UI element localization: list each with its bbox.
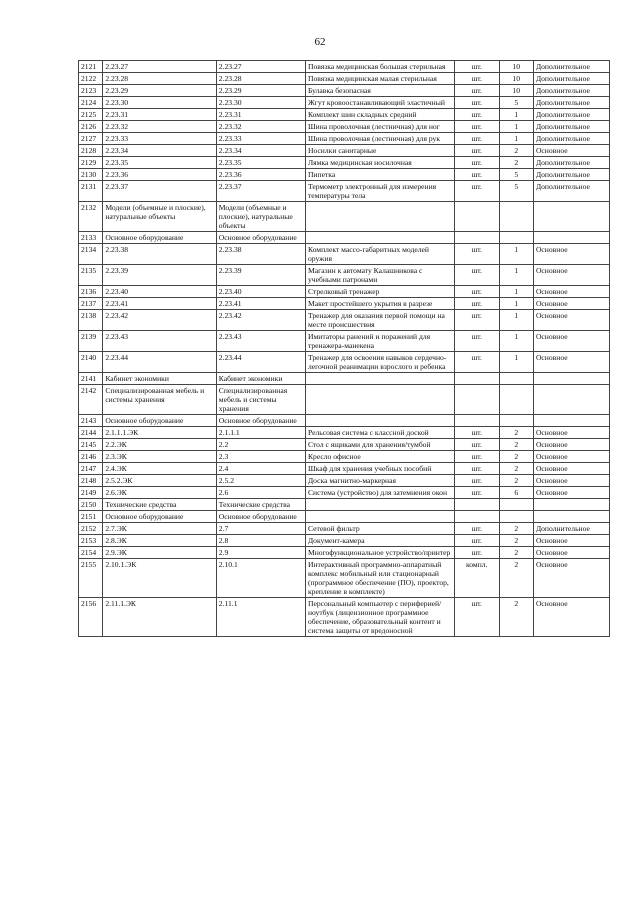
- quantity-cell: 10: [499, 85, 533, 97]
- quantity-cell: 1: [499, 352, 533, 373]
- unit-cell: шт.: [454, 109, 499, 121]
- item-name-cell: Повязка медицинская большая стерильная: [305, 61, 454, 73]
- item-name-cell: [305, 511, 454, 523]
- quantity-cell: 1: [499, 310, 533, 331]
- equipment-type-cell: Дополнительное: [533, 85, 609, 97]
- item-name-cell: Кресло офисное: [305, 451, 454, 463]
- table-row: [79, 463, 610, 475]
- base-code-cell: 2.23.30: [216, 97, 305, 109]
- code-cell: Кабинет экономики: [103, 373, 216, 385]
- base-code-cell: Специализированная мебель и системы хранения: [216, 385, 305, 415]
- base-code-cell: 2.23.31: [216, 109, 305, 121]
- equipment-type-cell: Основное: [533, 535, 609, 547]
- item-name-cell: Сетевой фильтр: [305, 523, 454, 535]
- unit-cell: компл.: [454, 559, 499, 598]
- row-number-cell: 2141: [79, 373, 103, 385]
- table-row: [79, 547, 610, 559]
- code-cell: 2.23.41: [103, 298, 216, 310]
- base-code-cell: Основное оборудование: [216, 511, 305, 523]
- equipment-type-cell: Основное: [533, 487, 609, 499]
- unit-cell: шт.: [454, 73, 499, 85]
- table-row: [79, 298, 610, 310]
- item-name-cell: Рельсовая система с классной доской: [305, 427, 454, 439]
- row-number-cell: 2137: [79, 298, 103, 310]
- code-cell: 2.23.43: [103, 331, 216, 352]
- unit-cell: шт.: [454, 157, 499, 169]
- row-number-cell: 2155: [79, 559, 103, 598]
- item-name-cell: Тренажер для оказания первой помощи на месте происшествия: [305, 310, 454, 331]
- base-code-cell: 2.23.35: [216, 157, 305, 169]
- item-name-cell: Макет простейшего укрытия в разрезе: [305, 298, 454, 310]
- item-name-cell: Персональный компьютер с периферией/ноутбук (лицензионное программное обеспечение, образовательный контент и система защиты от вредоносной: [305, 598, 454, 637]
- table-row: [79, 310, 610, 331]
- table-row: [79, 232, 610, 244]
- base-code-cell: 2.23.32: [216, 121, 305, 133]
- code-cell: 2.10.1.ЭК: [103, 559, 216, 598]
- quantity-cell: 1: [499, 109, 533, 121]
- quantity-cell: 10: [499, 73, 533, 85]
- equipment-type-cell: Основное: [533, 265, 609, 286]
- code-cell: 2.23.44: [103, 352, 216, 373]
- base-code-cell: 2.23.28: [216, 73, 305, 85]
- unit-cell: шт.: [454, 61, 499, 73]
- quantity-cell: 6: [499, 487, 533, 499]
- unit-cell: шт.: [454, 427, 499, 439]
- base-code-cell: 2.23.29: [216, 85, 305, 97]
- table-row: [79, 109, 610, 121]
- row-number-cell: 2134: [79, 244, 103, 265]
- code-cell: Основное оборудование: [103, 511, 216, 523]
- item-name-cell: [305, 232, 454, 244]
- quantity-cell: [499, 415, 533, 427]
- unit-cell: шт.: [454, 523, 499, 535]
- base-code-cell: 2.5.2: [216, 475, 305, 487]
- base-code-cell: 2.23.37: [216, 181, 305, 202]
- row-number-cell: 2144: [79, 427, 103, 439]
- unit-cell: шт.: [454, 475, 499, 487]
- table-row: [79, 202, 610, 232]
- quantity-cell: 10: [499, 61, 533, 73]
- table-row: [79, 181, 610, 202]
- unit-cell: шт.: [454, 298, 499, 310]
- equipment-type-cell: Дополнительное: [533, 169, 609, 181]
- equipment-type-cell: Основное: [533, 310, 609, 331]
- unit-cell: шт.: [454, 439, 499, 451]
- code-cell: 2.23.40: [103, 286, 216, 298]
- unit-cell: шт.: [454, 535, 499, 547]
- quantity-cell: 1: [499, 244, 533, 265]
- item-name-cell: [305, 499, 454, 511]
- base-code-cell: 2.23.43: [216, 331, 305, 352]
- code-cell: 2.5.2.ЭК: [103, 475, 216, 487]
- table-row: [79, 244, 610, 265]
- row-number-cell: 2151: [79, 511, 103, 523]
- row-number-cell: 2135: [79, 265, 103, 286]
- table-row: [79, 169, 610, 181]
- base-code-cell: 2.23.36: [216, 169, 305, 181]
- unit-cell: шт.: [454, 145, 499, 157]
- table-row: [79, 487, 610, 499]
- row-number-cell: 2136: [79, 286, 103, 298]
- item-name-cell: Шкаф для хранения учебных пособий: [305, 463, 454, 475]
- equipment-type-cell: [533, 499, 609, 511]
- table-row: [79, 121, 610, 133]
- code-cell: 2.23.38: [103, 244, 216, 265]
- equipment-type-cell: Основное: [533, 475, 609, 487]
- base-code-cell: 2.10.1: [216, 559, 305, 598]
- equipment-type-cell: Основное: [533, 547, 609, 559]
- equipment-type-cell: Дополнительное: [533, 133, 609, 145]
- base-code-cell: 2.23.40: [216, 286, 305, 298]
- row-number-cell: 2128: [79, 145, 103, 157]
- row-number-cell: 2125: [79, 109, 103, 121]
- quantity-cell: 5: [499, 97, 533, 109]
- item-name-cell: Многофункциональное устройство/принтер: [305, 547, 454, 559]
- table-row: [79, 559, 610, 598]
- row-number-cell: 2131: [79, 181, 103, 202]
- equipment-table: [78, 60, 610, 637]
- unit-cell: шт.: [454, 463, 499, 475]
- code-cell: 2.8.ЭК: [103, 535, 216, 547]
- table-row: [79, 352, 610, 373]
- code-cell: 2.23.31: [103, 109, 216, 121]
- row-number-cell: 2142: [79, 385, 103, 415]
- table-row: [79, 145, 610, 157]
- code-cell: 2.23.30: [103, 97, 216, 109]
- unit-cell: шт.: [454, 121, 499, 133]
- base-code-cell: 2.23.39: [216, 265, 305, 286]
- equipment-type-cell: Дополнительное: [533, 73, 609, 85]
- quantity-cell: 2: [499, 451, 533, 463]
- quantity-cell: 2: [499, 559, 533, 598]
- base-code-cell: 2.23.42: [216, 310, 305, 331]
- quantity-cell: 1: [499, 286, 533, 298]
- row-number-cell: 2143: [79, 415, 103, 427]
- code-cell: 2.9.ЭК: [103, 547, 216, 559]
- item-name-cell: Пипетка: [305, 169, 454, 181]
- table-row: [79, 475, 610, 487]
- quantity-cell: 5: [499, 181, 533, 202]
- unit-cell: шт.: [454, 97, 499, 109]
- quantity-cell: 1: [499, 331, 533, 352]
- code-cell: 2.23.37: [103, 181, 216, 202]
- unit-cell: шт.: [454, 451, 499, 463]
- row-number-cell: 2127: [79, 133, 103, 145]
- unit-cell: шт.: [454, 487, 499, 499]
- code-cell: 2.23.39: [103, 265, 216, 286]
- row-number-cell: 2130: [79, 169, 103, 181]
- code-cell: Технические средства: [103, 499, 216, 511]
- code-cell: 2.11.1.ЭК: [103, 598, 216, 637]
- code-cell: 2.23.34: [103, 145, 216, 157]
- item-name-cell: Жгут кровоостанавливающий эластичный: [305, 97, 454, 109]
- code-cell: 2.7.ЭК: [103, 523, 216, 535]
- row-number-cell: 2150: [79, 499, 103, 511]
- quantity-cell: 5: [499, 169, 533, 181]
- quantity-cell: [499, 232, 533, 244]
- equipment-type-cell: Основное: [533, 439, 609, 451]
- equipment-type-cell: Дополнительное: [533, 121, 609, 133]
- item-name-cell: [305, 385, 454, 415]
- unit-cell: [454, 373, 499, 385]
- row-number-cell: 2156: [79, 598, 103, 637]
- row-number-cell: 2152: [79, 523, 103, 535]
- item-name-cell: Система (устройство) для затемнения окон: [305, 487, 454, 499]
- unit-cell: шт.: [454, 85, 499, 97]
- item-name-cell: Шина проволочная (лестничная) для рук: [305, 133, 454, 145]
- unit-cell: шт.: [454, 244, 499, 265]
- item-name-cell: Стрелковый тренажер: [305, 286, 454, 298]
- code-cell: 2.2.ЭК: [103, 439, 216, 451]
- unit-cell: [454, 415, 499, 427]
- unit-cell: [454, 499, 499, 511]
- row-number-cell: 2145: [79, 439, 103, 451]
- base-code-cell: Основное оборудование: [216, 232, 305, 244]
- table-row: [79, 133, 610, 145]
- equipment-type-cell: Основное: [533, 298, 609, 310]
- row-number-cell: 2140: [79, 352, 103, 373]
- item-name-cell: Стол с ящиками для хранения/тумбой: [305, 439, 454, 451]
- equipment-type-cell: [533, 511, 609, 523]
- row-number-cell: 2133: [79, 232, 103, 244]
- equipment-type-cell: Основное: [533, 559, 609, 598]
- item-name-cell: Тренажер для освоения навыков сердечно-легочной реанимации взрослого и ребенка: [305, 352, 454, 373]
- unit-cell: [454, 511, 499, 523]
- equipment-type-cell: [533, 232, 609, 244]
- base-code-cell: 2.23.41: [216, 298, 305, 310]
- quantity-cell: 1: [499, 298, 533, 310]
- quantity-cell: 2: [499, 427, 533, 439]
- equipment-type-cell: Дополнительное: [533, 61, 609, 73]
- equipment-type-cell: Основное: [533, 352, 609, 373]
- table-row: [79, 598, 610, 637]
- equipment-type-cell: Основное: [533, 463, 609, 475]
- equipment-type-cell: Основное: [533, 451, 609, 463]
- quantity-cell: [499, 499, 533, 511]
- equipment-type-cell: Дополнительное: [533, 97, 609, 109]
- base-code-cell: 2.11.1: [216, 598, 305, 637]
- quantity-cell: 1: [499, 121, 533, 133]
- quantity-cell: 2: [499, 145, 533, 157]
- row-number-cell: 2138: [79, 310, 103, 331]
- unit-cell: шт.: [454, 310, 499, 331]
- row-number-cell: 2149: [79, 487, 103, 499]
- base-code-cell: Основное оборудование: [216, 415, 305, 427]
- unit-cell: [454, 232, 499, 244]
- equipment-type-cell: Основное: [533, 427, 609, 439]
- base-code-cell: Технические средства: [216, 499, 305, 511]
- quantity-cell: 2: [499, 463, 533, 475]
- row-number-cell: 2122: [79, 73, 103, 85]
- table-row: [79, 61, 610, 73]
- item-name-cell: Документ-камера: [305, 535, 454, 547]
- item-name-cell: [305, 373, 454, 385]
- quantity-cell: [499, 385, 533, 415]
- code-cell: 2.1.1.1.ЭК: [103, 427, 216, 439]
- base-code-cell: 2.2: [216, 439, 305, 451]
- quantity-cell: [499, 511, 533, 523]
- table-row: [79, 373, 610, 385]
- row-number-cell: 2132: [79, 202, 103, 232]
- table-row: [79, 499, 610, 511]
- item-name-cell: Имитаторы ранений и поражений для тренажера-манекена: [305, 331, 454, 352]
- quantity-cell: 2: [499, 535, 533, 547]
- table-row: [79, 157, 610, 169]
- equipment-type-cell: [533, 202, 609, 232]
- row-number-cell: 2121: [79, 61, 103, 73]
- unit-cell: шт.: [454, 331, 499, 352]
- code-cell: 2.6.ЭК: [103, 487, 216, 499]
- table-row: [79, 97, 610, 109]
- code-cell: Основное оборудование: [103, 415, 216, 427]
- table-row: [79, 439, 610, 451]
- base-code-cell: 2.4: [216, 463, 305, 475]
- quantity-cell: 2: [499, 547, 533, 559]
- row-number-cell: 2139: [79, 331, 103, 352]
- quantity-cell: 2: [499, 475, 533, 487]
- table-row: [79, 511, 610, 523]
- row-number-cell: 2153: [79, 535, 103, 547]
- unit-cell: шт.: [454, 598, 499, 637]
- row-number-cell: 2148: [79, 475, 103, 487]
- page-number: 62: [314, 36, 326, 48]
- item-name-cell: Комплект массо-габаритных моделей оружия: [305, 244, 454, 265]
- table-row: [79, 85, 610, 97]
- table-row: [79, 535, 610, 547]
- row-number-cell: 2129: [79, 157, 103, 169]
- unit-cell: шт.: [454, 352, 499, 373]
- quantity-cell: 1: [499, 265, 533, 286]
- equipment-type-cell: Дополнительное: [533, 157, 609, 169]
- code-cell: Специализированная мебель и системы хранения: [103, 385, 216, 415]
- item-name-cell: Термометр электронный для измерения температуры тела: [305, 181, 454, 202]
- code-cell: 2.3.ЭК: [103, 451, 216, 463]
- table-row: [79, 415, 610, 427]
- row-number-cell: 2124: [79, 97, 103, 109]
- unit-cell: шт.: [454, 265, 499, 286]
- code-cell: 2.23.29: [103, 85, 216, 97]
- item-name-cell: Комплект шин складных средний: [305, 109, 454, 121]
- table-row: [79, 385, 610, 415]
- base-code-cell: 2.7: [216, 523, 305, 535]
- item-name-cell: Интерактивный программно-аппаратный комплекс мобильный или стационарный (программное обеспечение (ПО), проектор, крепление в комплекте): [305, 559, 454, 598]
- quantity-cell: 2: [499, 157, 533, 169]
- base-code-cell: 2.23.27: [216, 61, 305, 73]
- row-number-cell: 2126: [79, 121, 103, 133]
- code-cell: 2.23.42: [103, 310, 216, 331]
- base-code-cell: 2.23.34: [216, 145, 305, 157]
- row-number-cell: 2154: [79, 547, 103, 559]
- code-cell: Модели (объемные и плоские), натуральные объекты: [103, 202, 216, 232]
- unit-cell: шт.: [454, 181, 499, 202]
- item-name-cell: [305, 202, 454, 232]
- item-name-cell: Доска магнитно-маркерная: [305, 475, 454, 487]
- table-row: [79, 286, 610, 298]
- quantity-cell: 2: [499, 439, 533, 451]
- equipment-type-cell: Основное: [533, 598, 609, 637]
- row-number-cell: 2123: [79, 85, 103, 97]
- item-name-cell: [305, 415, 454, 427]
- equipment-type-cell: Дополнительное: [533, 181, 609, 202]
- item-name-cell: Шина проволочная (лестничная) для ног: [305, 121, 454, 133]
- base-code-cell: Кабинет экономики: [216, 373, 305, 385]
- code-cell: Основное оборудование: [103, 232, 216, 244]
- equipment-type-cell: Основное: [533, 244, 609, 265]
- base-code-cell: 2.1.1.1: [216, 427, 305, 439]
- quantity-cell: [499, 202, 533, 232]
- code-cell: 2.23.36: [103, 169, 216, 181]
- unit-cell: шт.: [454, 547, 499, 559]
- base-code-cell: 2.8: [216, 535, 305, 547]
- unit-cell: [454, 202, 499, 232]
- row-number-cell: 2147: [79, 463, 103, 475]
- equipment-type-cell: [533, 373, 609, 385]
- table-row: [79, 73, 610, 85]
- item-name-cell: Повязка медицинская малая стерильная: [305, 73, 454, 85]
- base-code-cell: 2.23.44: [216, 352, 305, 373]
- equipment-type-cell: Основное: [533, 331, 609, 352]
- table-row: [79, 331, 610, 352]
- quantity-cell: 1: [499, 133, 533, 145]
- code-cell: 2.23.32: [103, 121, 216, 133]
- equipment-type-cell: [533, 385, 609, 415]
- code-cell: 2.23.33: [103, 133, 216, 145]
- item-name-cell: Носилки санитарные: [305, 145, 454, 157]
- equipment-type-cell: Основное: [533, 145, 609, 157]
- code-cell: 2.23.28: [103, 73, 216, 85]
- quantity-cell: [499, 373, 533, 385]
- unit-cell: шт.: [454, 169, 499, 181]
- base-code-cell: 2.23.38: [216, 244, 305, 265]
- code-cell: 2.4.ЭК: [103, 463, 216, 475]
- unit-cell: [454, 385, 499, 415]
- code-cell: 2.23.27: [103, 61, 216, 73]
- quantity-cell: 2: [499, 523, 533, 535]
- table-row: [79, 265, 610, 286]
- base-code-cell: Модели (объемные и плоские), натуральные объекты: [216, 202, 305, 232]
- unit-cell: шт.: [454, 133, 499, 145]
- base-code-cell: 2.9: [216, 547, 305, 559]
- base-code-cell: 2.6: [216, 487, 305, 499]
- unit-cell: шт.: [454, 286, 499, 298]
- item-name-cell: Магазин к автомату Калашникова с учебными патронами: [305, 265, 454, 286]
- table-row: [79, 427, 610, 439]
- row-number-cell: 2146: [79, 451, 103, 463]
- item-name-cell: Лямка медицинская носилочная: [305, 157, 454, 169]
- table-row: [79, 523, 610, 535]
- table-row: [79, 451, 610, 463]
- code-cell: 2.23.35: [103, 157, 216, 169]
- quantity-cell: 2: [499, 598, 533, 637]
- base-code-cell: 2.3: [216, 451, 305, 463]
- item-name-cell: Булавка безопасная: [305, 85, 454, 97]
- equipment-type-cell: Дополнительное: [533, 109, 609, 121]
- base-code-cell: 2.23.33: [216, 133, 305, 145]
- equipment-type-cell: [533, 415, 609, 427]
- equipment-type-cell: Основное: [533, 286, 609, 298]
- equipment-type-cell: Дополнительное: [533, 523, 609, 535]
